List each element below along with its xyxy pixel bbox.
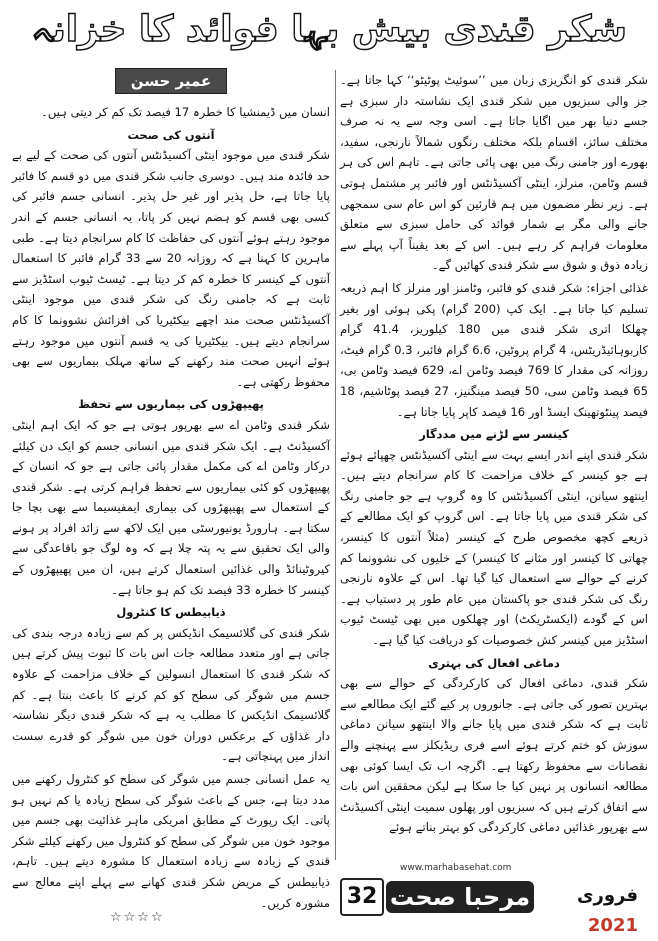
section-heading: کینسر سے لڑنے میں مددگار — [419, 427, 569, 442]
issue-date — [538, 881, 638, 936]
issue-year: 2021 — [587, 915, 638, 936]
left-column-body — [12, 102, 330, 913]
paragraph: شکر قندی وٹامن اے سے بھرپور ہوتی ہے جو کہ ایک اہم اینٹی آکسیڈنٹ ہے۔ ایک شکر قندی میں انسانی جسم کو ایک دن کیلئے درکار وٹامن اے کی مکمل مقدار پائی جاتی ہے جو کہ انسان کے پھیپھڑوں کو کئی بیماریوں سے تحفظ فراہم کرتی ہے۔ شکر قندی کے استعمال سے پھیپھڑوں کی بیماری ایمفیسیما سے بھی بچا جا سکتا ہے۔ ہارورڈ یونیورسٹی میں ایک لاکھ سے زائد افراد پر ہونے والی ایک تحقیق سے یہ پتہ چلا ہے کہ وہ لوگ جو باقاعدگی سے کیروٹینائڈ والی غذائیں استعمال کرتے ہیں، ان میں پھیپھڑوں کے کینسر کا خطرہ 33 فیصد تک کم ہو جاتا ہے۔ — [12, 417, 330, 597]
section-heading: آنتوں کی صحت — [127, 127, 215, 142]
right-column — [340, 70, 648, 840]
magazine-footer — [340, 863, 645, 936]
paragraph: شکر قندی کی گلائسیمک انڈیکس پر کم سے زیادہ درجہ بندی کی جاتی ہے اور متعدد مطالعہ جات اس بات کا ثبوت پیش کرتے ہیں کہ شکر قندی کا استعمال انسولین کے خلاف مزاحمت کے علاوہ جسم میں شوگر کی سطح کو کم کرنے کا باعث بنتا ہے۔ کم گلائسیمک انڈیکس کا مطلب یہ ہے کہ شکر قندی دیگر نشاستہ دار غذاؤں کے برعکس دوران خون میں شوگر کو قدرے سست انداز میں پہنچاتی ہے۔ — [12, 625, 330, 764]
end-stars: ☆☆☆☆ — [110, 910, 165, 925]
paragraph: شکر قندی، دماغی افعال کی کارکردگی کے حوالے سے بھی بہترین تصور کی جاتی ہے۔ جانوروں پر کیے گئے ایک مطالعے سے ثابت ہے کہ شکر قندی میں پایا جانے والا اینتھو سیانن دماغی سوزش کو ختم کرتے ہوئے اسے فری ریڈیکلز سے پہنچنے والے نقصانات سے محفوظ رکھتا ہے۔ اگرچہ اب تک ایسا کوئی بھی مطالعہ انسانوں پر نہیں کیا جا سکا ہے لیکن محققین اس بات سے اتفاق کرتے ہیں کہ سبزیوں اور پھلوں سمیت اینٹی آکسیڈنٹ سے بھرپور غذائیں دماغی کارکردگی کو بہتر بناتے ہوئے — [340, 676, 648, 835]
paragraph: انسان میں ڈیمنشیا کا خطرہ 17 فیصد تک کم کر دیتی ہیں۔ — [41, 105, 330, 119]
paragraph: شکر قندی اپنے اندر ایسے بہت سے اینٹی آکسیڈنٹس چھپائے ہوئے ہے جو کینسر کے خلاف مزاحمت کا کام سرانجام دیتے ہیں۔ اینتھو سیانن، اینٹی آکسیڈنٹس کا وہ گروپ ہے جو جامنی رنگ کی شکر قندی میں پایا جاتا ہے۔ اس گروپ کو ایک مطالعے کے ذریعے کچھ مخصوص طرح کے کینسر (مثلاً آنتوں کا کینسر، چھاتی کا کینسر اور مثانے کا کینسر) کے خلیوں کی نشوونما کم کرنے کے حوالے سے استعمال کیا گیا تھا۔ اس کے علاوہ نارنجی رنگ کی شکر قندی جو پاکستان میں عام طور پر دستیاب ہے۔ اس کے گودے (ایکسٹریکٹ) اور چھلکوں میں بھی ٹیسٹ ٹیوب اسٹڈیز میں کینسر کش خصوصیات کو دریافت کیا گیا ہے۔ — [340, 447, 648, 648]
magazine-logo: مرحبا صحت — [386, 881, 534, 913]
issue-month: فروری — [576, 885, 638, 906]
article-title: شکر قندی بیش بہا فوائد کا خزانہ — [31, 9, 627, 50]
author-name: عمیر حسن — [115, 68, 227, 94]
section-heading: ذیابیطس کا کنٹرول — [116, 605, 226, 620]
section-heading: دماغی افعال کی بہتری — [428, 655, 560, 670]
paragraph: شکر قندی میں موجود اینٹی آکسیڈنٹس آنتوں کی صحت کے لیے بے حد فائدہ مند ہیں۔ دوسری جانب شکر قندی میں دو قسم کا فائبر پایا جاتا ہے، حل پذیر اور غیر حل پذیر۔ انسانی جسم فائبر کی کسی بھی قسم کو ہضم نہیں کر پاتا، یہ انسانی جسم کے اندر موجود رہتے ہوئے آنتوں کی حفاظت کا کام سرانجام دیتا ہے۔ طبی ماہرین کا کہنا ہے کہ روزانہ 20 سے 33 گرام فائبر کا استعمال آنتوں کے کینسر کا خطرہ کم کر دیتا ہے۔ ٹیسٹ ٹیوب اسٹڈیز سے ثابت ہے کہ جامنی رنگ کی شکر قندی میں موجود اینٹی آکسیڈنٹس صحت مند اچھے بیکٹیریا کی افزائش نشوونما کا کام سرانجام دیتے ہیں۔ بیکٹیریا کی یہ قسم آنتوں میں موجود رہتے ہوئے انہیں صحت مند رکھنے کے ساتھ مہلک بیماریوں سے بھی محفوظ رکھتی ہے۔ — [12, 148, 330, 389]
magazine-url: www.marhabasehat.com — [400, 863, 512, 873]
section-heading: پھیپھڑوں کی بیماریوں سے تحفظ — [78, 397, 264, 412]
page-number: 32 — [340, 878, 384, 916]
column-divider — [335, 70, 336, 860]
paragraph: یہ عمل انسانی جسم میں شوگر کی سطح کو کنٹرول رکھنے میں مدد دیتا ہے، جس کے باعث شوگر کی سطح زیادہ یا کم نہیں ہو پاتی۔ ایک رپورٹ کے مطابق امریکی ماہر غذائیت بھی جسم میں موجود خون میں شوگر کی سطح کو کنٹرول میں رکھنے کیلئے شکر قندی کے زیادہ سے زیادہ استعمال کا مشورہ دیتے ہیں۔ تاہم، ذیابیطس کے مریض شکر قندی کھانے سے پہلے اپنے معالج سے مشورہ کریں۔ — [12, 772, 330, 910]
left-column — [12, 68, 330, 915]
paragraph: غذائی اجزاء: شکر قندی کو فائبر، وٹامنز اور منرلز کا اہم ذریعہ تسلیم کیا جاتا ہے۔ ایک کپ (200 گرام) پکی ہوئی اور بغیر چھلکا اتری شکر قندی میں 180 کیلوریز، 41.4 گرام کاربوہائیڈریٹس، 4 گرام پروٹین، 6.6 گرام فائبر، 0.3 گرام فیٹ، روزانہ کی مقدار کا 769 فیصد وٹامن اے، 629 فیصد وٹامن بی، 65 فیصد وٹامن سی، 50 فیصد مینگنیز، 27 فیصد پوٹاشیم، 18 فیصد پینٹوتھینک ایسڈ اور 16 فیصد کاپر پایا جاتا ہے۔ — [340, 280, 649, 419]
paragraph: شکر قندی کو انگریزی زبان میں ’’سوئیٹ پوٹیٹو‘‘ کہا جاتا ہے۔ جز والی سبزیوں میں شکر قندی ایک نشاستہ دار سبزی ہے جسے دنیا بھر میں اگایا جاتا ہے۔ اسی وجہ سے یہ نہ صرف مختلف سائز، اقسام بلکہ مختلف رنگوں شمالاً نارنجی، سفید، بھورے اور جامنی رنگ میں بھی پائی جاتی ہے۔ تاہم اس کی ہر قسم وٹامن، منرلز، اینٹی آکسیڈنٹس اور فائبر پر مشتمل ہوتی ہے۔ زیر نظر مضمون میں ہم قارئین کو اس عام سی سمجھی جانے والی مگر بے شمار فوائد کی حامل سبزی سے متعلق معلومات فراہم کر رہے ہیں۔ اس کے بعد یقیناً آپ پہلے سے زیادہ ذوق و شوق سے شکر قندی کھائیں گے۔ — [340, 73, 648, 273]
